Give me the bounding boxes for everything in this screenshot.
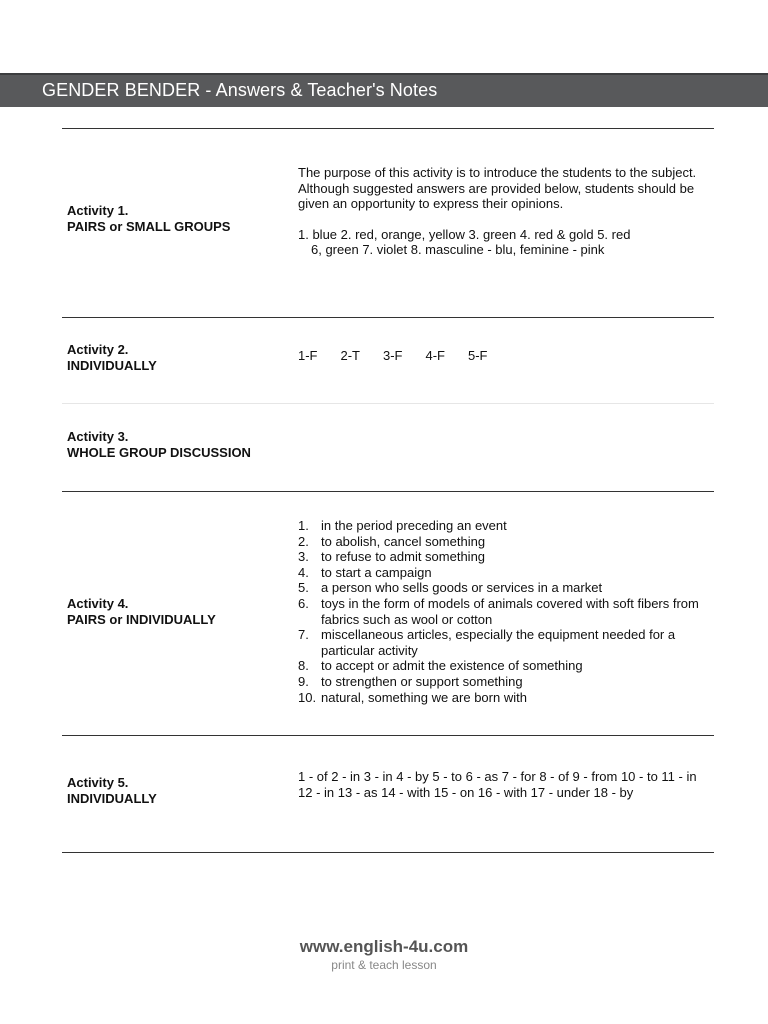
- list-item: [298, 565, 718, 581]
- activity-2-title: Activity 2.: [67, 342, 129, 357]
- answer-item: 1-F: [298, 348, 318, 363]
- page-title: GENDER BENDER - Answers & Teacher's Notes: [42, 80, 438, 100]
- item-number: 3.: [298, 549, 309, 565]
- item-text: in the period preceding an event: [321, 518, 507, 533]
- activity-1-intro: The purpose of this activity is to introduce the students to the subject. Although suggested answers are provided below, students should be given an opportunity to express their opinions.: [298, 165, 697, 212]
- list-item: [298, 596, 718, 627]
- divider: [62, 491, 714, 492]
- activity-2-mode: INDIVIDUALLY: [67, 358, 157, 373]
- item-text: to accept or admit the existence of something: [321, 658, 583, 674]
- list-item: [298, 674, 718, 690]
- activity-1-title: Activity 1.: [67, 203, 129, 218]
- activity-1-label: [67, 203, 230, 235]
- list-item: [298, 549, 718, 565]
- item-text: to refuse to admit something: [321, 549, 486, 565]
- activity-4-mode: PAIRS or INDIVIDUALLY: [67, 612, 216, 627]
- list-item: [298, 690, 718, 706]
- activity-1-answers-line-1: 1. blue 2. red, orange, yellow 3. green 4. red & gold 5. red: [298, 226, 631, 242]
- list-item: [298, 518, 718, 534]
- answer-item: 5-F: [468, 348, 488, 363]
- divider: [62, 317, 714, 318]
- activity-4-answers: [298, 518, 718, 705]
- answer-item: 3-F: [383, 348, 403, 363]
- item-text: miscellaneous articles, especially the equipment needed for a particular activity: [321, 627, 676, 658]
- divider: [62, 128, 714, 129]
- divider: [62, 403, 714, 404]
- item-number: 8.: [298, 658, 309, 674]
- divider: [62, 852, 714, 853]
- footer-url[interactable]: www.english-4u.com: [299, 937, 469, 956]
- answer-item: 4-F: [425, 348, 445, 363]
- item-number: 9.: [298, 673, 309, 689]
- activity-2-label: [67, 342, 157, 374]
- activity-4-label: [67, 596, 216, 628]
- activity-3-label: [67, 429, 251, 461]
- activity-3-mode: WHOLE GROUP DISCUSSION: [67, 445, 251, 460]
- item-number: 7.: [298, 627, 309, 643]
- activity-2-answers: [298, 348, 718, 364]
- divider: [62, 735, 714, 736]
- item-number: 2.: [298, 533, 309, 549]
- list-item: [298, 534, 718, 550]
- item-text: natural, something we are born with: [321, 689, 527, 705]
- list-item: [298, 580, 718, 596]
- item-number: 1.: [298, 518, 309, 533]
- definitions-list: [298, 518, 718, 705]
- list-item: [298, 658, 718, 674]
- activity-5-label: [67, 775, 157, 807]
- item-text: to start a campaign: [321, 564, 432, 580]
- activity-1-mode: PAIRS or SMALL GROUPS: [67, 219, 231, 234]
- item-number: 6.: [298, 595, 309, 611]
- activity-5-title: Activity 5.: [67, 775, 129, 790]
- activity-1-answer: [298, 165, 718, 258]
- list-item: [298, 627, 718, 658]
- activity-1-answers: [298, 227, 718, 258]
- header-bar: [0, 73, 768, 107]
- activity-5-answers: 1 - of 2 - in 3 - in 4 - by 5 - to 6 - as 7 - for 8 - of 9 - from 10 - to 11 - in 12 - in 13 - as 14 - with 15 - on 16 - with 17 - under 18 - by: [298, 769, 697, 800]
- activity-4-title: Activity 4.: [67, 596, 129, 611]
- activity-3-title: Activity 3.: [67, 429, 129, 444]
- footer-tagline: print & teach lesson: [331, 958, 437, 972]
- item-text: to strengthen or support something: [321, 673, 523, 689]
- item-text: toys in the form of models of animals covered with soft fibers from fabrics such as wool or cotton: [321, 595, 699, 627]
- activity-5-mode: INDIVIDUALLY: [67, 791, 157, 806]
- item-number: 10.: [298, 689, 317, 705]
- item-number: 5.: [298, 580, 309, 596]
- item-text: to abolish, cancel something: [321, 533, 486, 549]
- item-text: a person who sells goods or services in a market: [321, 580, 603, 596]
- activity-1-answers-line-2: 6, green 7. violet 8. masculine - blu, feminine - pink: [311, 242, 605, 258]
- answer-item: 2-T: [340, 348, 360, 363]
- item-number: 4.: [298, 564, 309, 580]
